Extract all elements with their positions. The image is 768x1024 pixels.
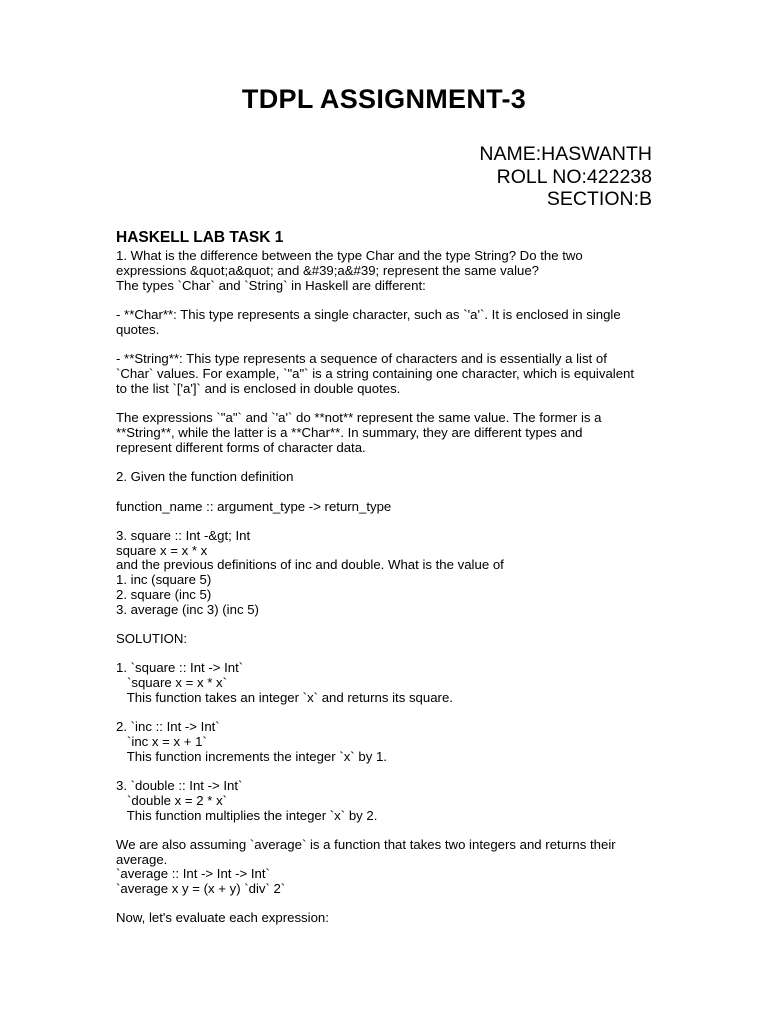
body-line: 1. inc (square 5) [116,572,212,587]
document-title: TDPL ASSIGNMENT-3 [241,84,527,114]
body-line: `average x y = (x + y) `div` 2` [116,881,286,896]
body-line: 1. `square :: Int -> Int` [116,660,244,675]
student-name: NAME:HASWANTH [479,143,652,165]
body-line: expressions &quot;a&quot; and &#39;a&#39; represent the same value? [116,263,540,278]
body-line: function_name :: argument_type -> return_type [116,499,392,514]
body-line: to the list `['a']` and is enclosed in double quotes. [116,381,401,396]
body-line: and the previous definitions of inc and double. What is the value of [116,557,504,572]
body-line: - **String**: This type represents a sequence of characters and is essentially a list of [116,351,607,366]
body-line: 1. What is the difference between the type Char and the type String? Do the two [116,248,583,263]
body-line: 3. average (inc 3) (inc 5) [116,602,259,617]
roll-number: ROLL NO:422238 [496,166,652,188]
body-line: `square x = x * x` [116,675,228,690]
body-line: The expressions `"a"` and `'a'` do **not** represent the same value. The former is a [116,410,602,425]
body-line: The types `Char` and `String` in Haskell are different: [116,278,426,293]
body-line: quotes. [116,322,160,337]
body-line: 3. `double :: Int -> Int` [116,778,243,793]
body-line: We are also assuming `average` is a function that takes two integers and returns their [116,837,616,852]
body-line: This function increments the integer `x` by 1. [116,749,387,764]
body-line: represent different forms of character data. [116,440,366,455]
body-line: average. [116,852,168,867]
section-heading: HASKELL LAB TASK 1 [116,229,284,246]
body-line: `inc x = x + 1` [116,734,207,749]
body-line: Now, let's evaluate each expression: [116,910,329,925]
body-line: `double x = 2 * x` [116,793,228,808]
body-line: `Char` values. For example, `"a"` is a string containing one character, which is equivalent [116,366,635,381]
body-line: SOLUTION: [116,631,188,646]
body-line: - **Char**: This type represents a single character, such as `'a'`. It is enclosed in single [116,307,621,322]
body-line: This function multiplies the integer `x` by 2. [116,808,378,823]
body-line: 2. square (inc 5) [116,587,212,602]
section: SECTION:B [546,188,652,210]
body-line: 3. square :: Int -&gt; Int [116,528,251,543]
body-line: square x = x * x [116,543,208,558]
body-line: 2. `inc :: Int -> Int` [116,719,220,734]
body-line: 2. Given the function definition [116,469,294,484]
body-line: `average :: Int -> Int -> Int` [116,866,270,881]
body-line: This function takes an integer `x` and returns its square. [116,690,453,705]
body-line: **String**, while the latter is a **Char**. In summary, they are different types and [116,425,583,440]
